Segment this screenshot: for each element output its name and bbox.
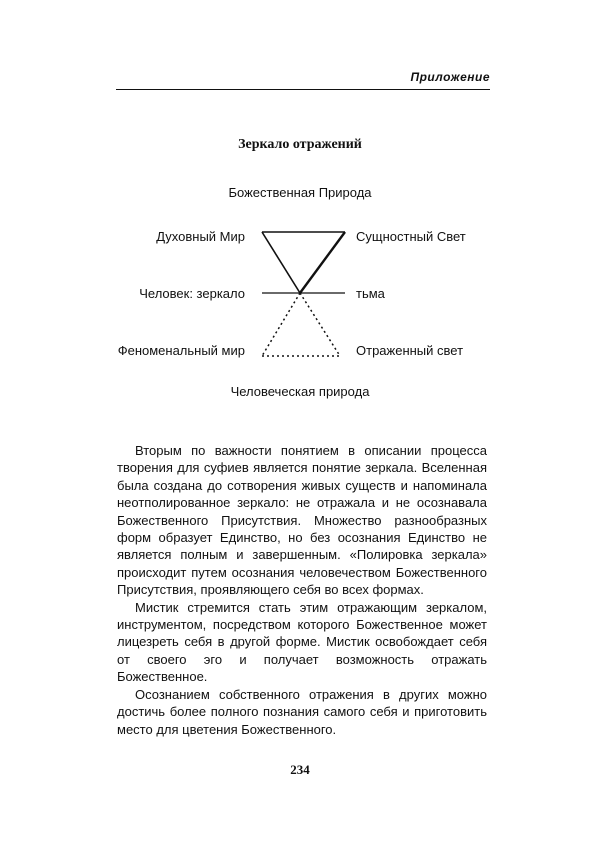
paragraph: Мистик стремится стать этим отражающим зеркалом, инструментом, посредством которого Божественное может лицезреть себя в другой форме. Мистик освобождает себя от своего эго и получает возможность отражать Божественное.: [117, 599, 487, 685]
paragraph: Вторым по важности понятием в описании процесса творения для суфиев является понятие зеркала. Вселенная была создана до сотворения живых существ и напоминала неотполированное зеркало: не отражала и не осознавала Божественного Присутствия. Множество разнообразных форм образует Единство, но без осознания Единство не является полным и завершенным. «Полировка зеркала» происходит путем осознания человечеством Божественного Присутствия, проявляющего себя во всех формах.: [117, 443, 487, 598]
running-head: Приложение: [410, 70, 490, 84]
label-essential-light: Сущностный Свет: [356, 229, 466, 244]
upper-triangle-left: [262, 232, 300, 293]
label-reflected-light: Отраженный свет: [356, 343, 464, 358]
upper-triangle-right: [300, 232, 345, 293]
label-darkness: тьма: [356, 286, 385, 301]
paragraph: Осознанием собственного отражения в других можно достичь более полного познания самого себя и приготовить место для цветения Божественного.: [117, 686, 487, 737]
body-text: [117, 442, 487, 738]
figure-title: Зеркало отражений: [238, 137, 362, 152]
lower-triangle-right: [300, 293, 340, 356]
label-man-mirror: Человек: зеркало: [139, 286, 245, 301]
label-human-nature: Человеческая природа: [230, 384, 370, 399]
page-number: 234: [290, 762, 310, 777]
label-spiritual-world: Духовный Мир: [156, 229, 245, 244]
label-phenomenal-world: Феноменальный мир: [117, 343, 245, 358]
lower-triangle-left: [262, 293, 300, 356]
label-divine-nature: Божественная Природа: [228, 185, 372, 200]
